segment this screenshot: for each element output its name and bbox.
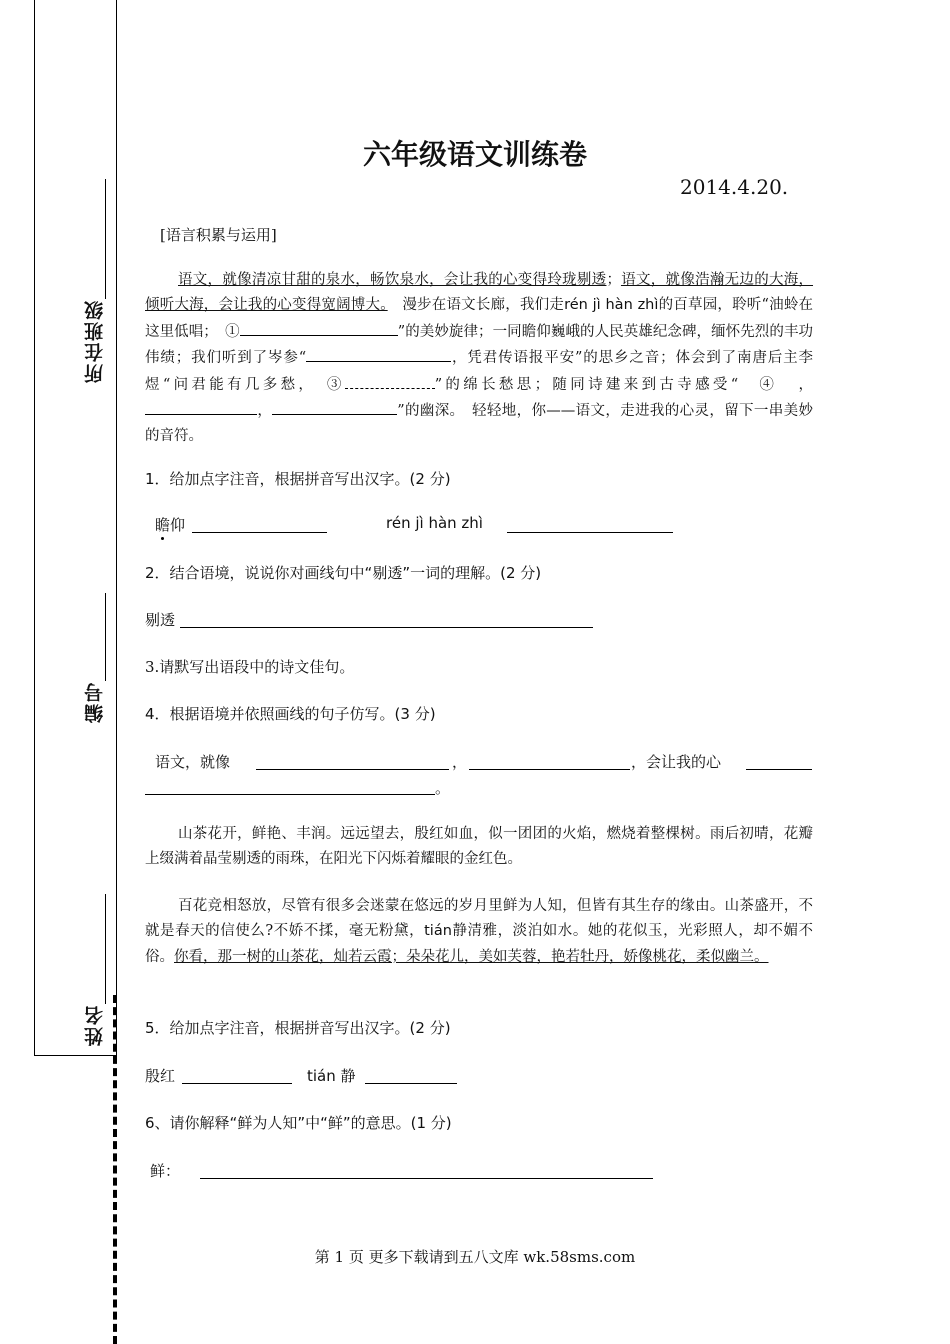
class-label: 所在班级 <box>84 299 106 383</box>
underlined-sentence-1: 语文，就像清凉甘甜的泉水，畅饮泉水，会让我的心变得玲珑剔透 <box>178 272 607 288</box>
q5-word-1: 殷红 <box>145 1067 176 1085</box>
name-field[interactable] <box>81 894 111 1054</box>
q1-pinyin: rén jì hàn zhì <box>386 514 483 532</box>
cut-line <box>113 995 117 1344</box>
exam-date: 2014.4.20. <box>680 175 789 199</box>
passage-text: 漫步在语文长廊，我们走 <box>387 297 565 314</box>
blank-marker-4: ④ <box>759 376 778 393</box>
q1-answer-2[interactable] <box>507 518 673 533</box>
underlined-sentence-2: 语文，就像浩瀚无边的大海，倾听大海，会让我的心变得宽阔博大。 <box>145 272 814 314</box>
class-field[interactable] <box>81 179 111 394</box>
q5-answer-1[interactable] <box>182 1069 292 1084</box>
passage-text: 的百草园，聆听“油蛉在这里低唱； <box>145 297 814 340</box>
dotted-char: 瞻 <box>155 516 171 534</box>
q6-label: 鲜： <box>150 1162 181 1180</box>
underlined-sentence-3: 你看，那一树的山茶花，灿若云霞；朵朵花儿，美如芙蓉，艳若牡丹，娇像桃花，柔似幽兰。 <box>174 948 769 965</box>
question-5: 5．给加点字注音，根据拼音写出汉字。(2 分) <box>145 1019 451 1037</box>
question-4: 4．根据语境并依照画线的句子仿写。(3 分) <box>145 705 436 723</box>
poem-blank-4a[interactable] <box>145 398 257 415</box>
passage-text: ”的绵长愁思；随同诗建来到古寺感受“ <box>434 376 760 393</box>
question-1: 1．给加点字注音，根据拼音写出汉字。(2 分) <box>145 470 451 488</box>
class-line <box>105 179 106 299</box>
q4-c: ，会让我的心 <box>631 753 722 771</box>
name-label: 姓名 <box>84 1004 106 1046</box>
q5-word-2 <box>307 1065 356 1086</box>
question-3: 3.请默写出语段中的诗文佳句。 <box>145 658 355 676</box>
passage-2: 山茶花开，鲜艳、丰润。远远望去，殷红如血，似一团团的火焰，燃烧着整棵树。雨后初晴，花瓣上缀满着晶莹剔透的雨珠，在阳光下闪烁着耀眼的金红色。 <box>145 826 813 868</box>
q5-answer-2[interactable] <box>365 1069 457 1084</box>
poem-blank-2[interactable] <box>306 345 451 362</box>
q4-blank-3[interactable] <box>746 755 812 770</box>
passage-text: 静清雅，淡泊如水。她的花似玉，光彩照人，却不媚不俗。 <box>145 923 813 965</box>
pinyin-text: tián <box>307 1067 336 1085</box>
word-rest: 仰 <box>170 516 186 534</box>
passage-text: ， <box>795 376 814 393</box>
q6-answer[interactable] <box>200 1164 653 1179</box>
blank-marker-3: ③ <box>326 376 345 393</box>
poem-blank-1[interactable] <box>240 319 398 336</box>
passage-3 <box>145 894 813 970</box>
number-label: 编号 <box>84 681 106 723</box>
poem-blank-3[interactable] <box>345 372 435 389</box>
q4-blank-4[interactable] <box>145 780 435 795</box>
passage-text: ； <box>606 272 621 288</box>
poem-blank-4b[interactable] <box>272 398 397 415</box>
q2-answer[interactable] <box>180 613 593 628</box>
passage-text: ”的美妙旋律；一同瞻仰巍峨的人民英雄纪念碑，缅怀先烈的丰功伟绩；我们听到了岑参“ <box>145 323 814 367</box>
q4-blank-2[interactable] <box>469 755 630 770</box>
q1-word-1 <box>155 514 185 535</box>
q2-label: 剔透 <box>145 611 176 629</box>
passage-text: ”的幽深。 轻轻地，你——语文，走进我的心灵，留下一串美妙的音符。 <box>145 403 813 445</box>
pinyin-text: tián <box>424 923 452 940</box>
pinyin-text: rén jì hàn zhì <box>564 297 659 314</box>
passage-1 <box>145 268 813 450</box>
name-line <box>105 894 106 1004</box>
passage-text: ， <box>257 403 273 420</box>
number-field[interactable] <box>81 593 111 728</box>
q4-blank-1[interactable] <box>256 755 449 770</box>
passage-text: 百花竞相怒放，尽管有很多会迷蒙在悠远的岁月里鲜为人知，但皆有其生存的缘由。山茶盛开，不就是春天的信使么?不娇不揉，毫无粉黛， <box>145 898 813 940</box>
passage-text: ，凭君传语报平安”的思乡之音；体会到了南唐后主李煜“问君能有几多愁， <box>145 350 813 393</box>
spacer <box>777 373 795 389</box>
q4-a: 语文，就像 <box>155 753 231 771</box>
page-footer: 第 1 页 更多下载请到五八文库 wk.58sms.com <box>314 1248 636 1266</box>
question-2: 2．结合语境，说说你对画线句中“剔透”一词的理解。(2 分) <box>145 564 542 582</box>
page-title: 六年级语文训练卷 <box>362 138 587 171</box>
q1-answer-1[interactable] <box>192 518 327 533</box>
section-heading: [语言积累与运用] <box>160 226 277 244</box>
q4-b: ， <box>452 753 468 771</box>
word-rest: 静 <box>340 1067 356 1085</box>
blank-marker-1: ① <box>225 323 240 340</box>
number-line <box>105 593 106 681</box>
q4-end: 。 <box>435 779 451 797</box>
question-6: 6、请你解释“鲜为人知”中“鲜”的意思。(1 分) <box>145 1114 452 1132</box>
